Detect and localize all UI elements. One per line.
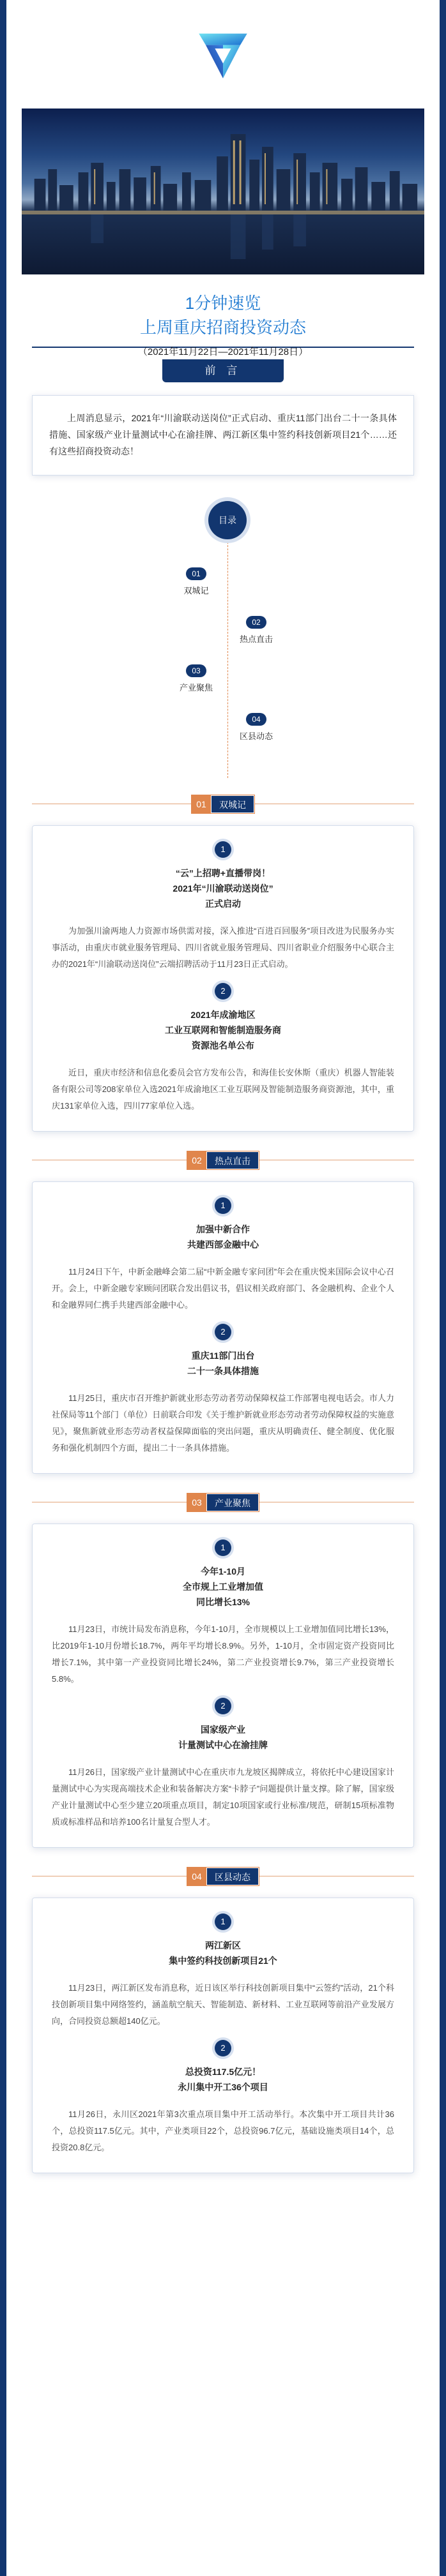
news-title: 总投资117.5亿元！ 永川集中开工36个项目 — [178, 2067, 268, 2092]
news-item — [52, 1913, 394, 2030]
section-name: 区县动态 — [207, 1868, 258, 1885]
city-skyline-banner — [22, 109, 424, 274]
headline-line-2: 上周重庆招商投资动态 — [139, 318, 306, 337]
section-tag — [187, 1493, 259, 1512]
preface-body: 上周消息显示，2021年“川渝联动送岗位”正式启动、重庆11部门出台二十一条具体措施、国家级产业计量测试中心在渝挂牌、两江新区集中签约科技创新项目21个……还有这些招商投资动态！ — [32, 395, 414, 476]
toc-item-2[interactable] — [234, 616, 279, 645]
item-number-badge: 2 — [215, 983, 231, 1000]
section-card-4 — [32, 1898, 414, 2173]
section-card-3 — [32, 1524, 414, 1848]
headline — [6, 274, 440, 358]
news-item — [52, 2040, 394, 2156]
section-number: 02 — [187, 1151, 206, 1169]
section-tag — [187, 1151, 259, 1170]
section-card-2 — [32, 1181, 414, 1474]
table-of-contents — [6, 501, 440, 775]
logo-area — [6, 0, 440, 109]
toc-item-label: 区县动态 — [239, 731, 273, 741]
news-title: 2021年成渝地区 工业互联网和智能制造服务商 资源池名单公布 — [165, 1010, 281, 1051]
section-name: 产业聚焦 — [207, 1494, 258, 1511]
section-name: 热点直击 — [207, 1152, 258, 1169]
skyline-image — [22, 109, 424, 274]
preface-title: 前 言 — [162, 359, 284, 382]
news-title: 重庆11部门出台 二十一条具体措施 — [187, 1351, 259, 1376]
section-number: 04 — [187, 1868, 206, 1885]
toc-item-number: 03 — [186, 664, 206, 677]
date-range: （2021年11月22日—2021年11月28日） — [137, 347, 309, 357]
news-title: 加强中新合作 共建西部金融中心 — [187, 1224, 259, 1250]
news-body: 11月26日，永川区2021年第3次重点项目集中开工活动举行。本次集中开工项目共计36个，总投资117.5亿元。其中，产业类项目22个，总投资96.7亿元，基础设施类项目14个，总投资20.8亿元。 — [52, 2109, 394, 2152]
news-body: 11月26日，国家级产业计量测试中心在重庆市九龙坡区揭牌成立，将依托中心建设国家计量测试中心为实现高端技术企业和装备解决方案“卡脖子”问题提供计量支撑。除了解，国家级产业计量测试中心至少建立20项重点项目，制定10项国家或行业标准/规范，研制15项标准物质或标准样品和培养100名计量复合型人才。 — [52, 1767, 394, 1827]
toc-item-1[interactable] — [174, 567, 219, 596]
news-item — [52, 1698, 394, 1831]
brand-logo-icon — [194, 26, 252, 83]
item-number-badge: 1 — [215, 1197, 231, 1214]
news-item — [52, 1197, 394, 1314]
news-body: 11月23日，两江新区发布消息称，近日该区举行科技创新项目集中“云签约”活动，21个科技创新项目集中网络签约，涵盖航空航天、智能制造、新材料、工业互联网等前沿产业发展方向，合同投资总额超140亿元。 — [52, 1983, 394, 2026]
item-number-badge: 1 — [215, 1913, 231, 1930]
toc-item-label: 双城记 — [183, 586, 209, 595]
toc-item-label: 产业聚焦 — [179, 683, 213, 693]
section-number: 03 — [187, 1494, 206, 1511]
toc-item-number: 04 — [246, 713, 266, 726]
section-number: 01 — [192, 795, 211, 813]
item-number-badge: 1 — [215, 1539, 231, 1556]
news-item — [52, 1324, 394, 1456]
item-number-badge: 2 — [215, 2040, 231, 2056]
headline-line-1: 1分钟速览 — [185, 294, 261, 313]
news-item — [52, 841, 394, 973]
news-title: 国家级产业 计量测试中心在渝挂牌 — [178, 1725, 268, 1750]
section-header-4 — [32, 1867, 414, 1886]
section-card-1 — [32, 825, 414, 1132]
news-body: 为加强川渝两地人力资源市场供需对接，深入推进“百进百回服务”项目改进为民服务办实事活动，由重庆市就业服务管理局、四川省就业服务管理局、四川省职业介绍服务中心联合主办的2021年“川渝联动送岗位”云端招聘活动于11月23日正式启动。 — [52, 926, 394, 969]
news-item — [52, 1539, 394, 1688]
toc-item-number: 01 — [186, 567, 206, 580]
toc-item-number: 02 — [246, 616, 266, 629]
news-title: 两江新区 集中签约科技创新项目21个 — [169, 1940, 277, 1966]
section-tag — [187, 1867, 259, 1886]
news-body: 近日，重庆市经济和信息化委员会官方发布公告，和海佳长安休斯（重庆）机器人智能装备有限公司等208家单位入选2021年成渝地区工业互联网及智能制造服务商资源池，其中，重庆131家单位入选，四川77家单位入选。 — [52, 1068, 394, 1111]
section-header-3 — [32, 1493, 414, 1512]
news-body: 11月25日，重庆市召开维护新就业形态劳动者劳动保障权益工作部署电视电话会。市人力社保局等11个部门（单位）日前联合印发《关于维护新就业形态劳动者劳动保障权益的实施意见》，聚焦新就业形态劳动者权益保障面临的突出问题，重庆从明确责任、健全制度、优化服务和强化机制四个方面，提出二十一条具体措施。 — [52, 1393, 394, 1453]
news-body: 11月23日，市统计局发布消息称，今年1-10月，全市规模以上工业增加值同比增长13%，比2019年1-10月份增长18.7%，两年平均增长8.9%。另外，1-10月，全市固定资产投资同比增长7.1%，其中第一产业投资同比增长24%，第二产业投资增长9.7%，第三产业投资增长5.8%。 — [52, 1624, 395, 1684]
section-tag — [191, 795, 255, 814]
section-header-1 — [32, 795, 414, 814]
toc-item-3[interactable] — [174, 664, 219, 693]
toc-item-4[interactable] — [234, 713, 279, 742]
toc-badge: 目录 — [208, 501, 247, 539]
section-header-2 — [32, 1151, 414, 1170]
toc-line — [227, 523, 228, 778]
item-number-badge: 1 — [215, 841, 231, 858]
news-body: 11月24日下午，中新金融峰会第二届“中新金融专家问团”年会在重庆悦来国际会议中心召开。会上，中新金融专家顾问团联合发出倡议书，倡议相关政府部门、各金融机构、企业个人和金融界同仁携手共建西部金融中心。 — [52, 1267, 394, 1310]
news-title: “云”上招聘+直播带岗！ 2021年“川渝联动送岗位” 正式启动 — [173, 868, 273, 909]
news-title: 今年1-10月 全市规上工业增加值 同比增长13% — [183, 1566, 263, 1607]
item-number-badge: 2 — [215, 1324, 231, 1340]
news-item — [52, 983, 394, 1114]
toc-item-label: 热点直击 — [239, 634, 273, 644]
section-name: 双城记 — [211, 796, 254, 812]
item-number-badge: 2 — [215, 1698, 231, 1714]
